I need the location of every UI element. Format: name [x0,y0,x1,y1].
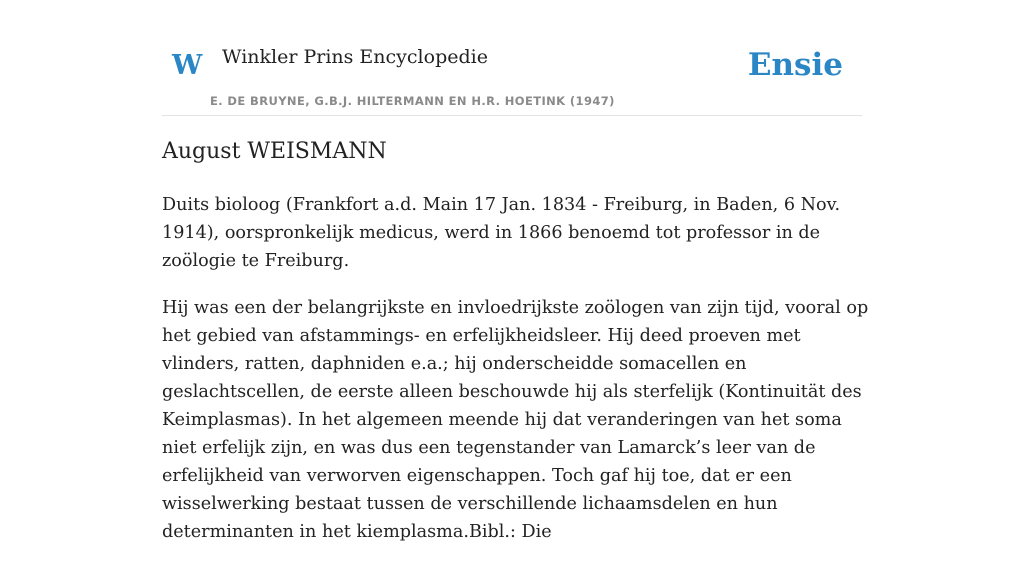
article-title: August WEISMANN [162,139,387,164]
publication-title[interactable]: Winkler Prins Encyclopedie [222,46,488,68]
site-header [162,0,862,116]
publication-logo[interactable]: W [172,50,203,81]
ensie-logo-link[interactable]: Ensie [747,47,843,83]
article-body [162,191,872,565]
article-paragraph: Hij was een der belangrijkste en invloedrijkste zoölogen van zijn tijd, vooral op het gebied van afstammings- en erfelijkheidsleer. Hij deed proeven met vlinders, ratten, daphniden e.a.; hij onderscheidde somacellen en geslachtscellen, de eerste alleen beschouwde hij als sterfelijk (Kontinuität des Keimplasmas). In het algemeen meende hij dat veranderingen van het soma niet erfelijk zijn, en was dus een tegenstander van Lamarck’s leer van de erfelijkheid van verworven eigenschappen. Toch gaf hij toe, dat er een wisselwerking bestaat tussen de verschillende lichaamsdelen en hun determinanten in het kiemplasma.Bibl.: Die [162,298,869,542]
article-paragraph: Duits bioloog (Frankfort a.d. Main 17 Jan. 1834 - Freiburg, in Baden, 6 Nov. 1914), oorspronkelijk medicus, werd in 1866 benoemd tot professor in de zoölogie te Freiburg. [162,195,841,271]
publication-authors: E. DE BRUYNE, G.B.J. HILTERMANN EN H.R. HOETINK (1947) [210,94,615,108]
